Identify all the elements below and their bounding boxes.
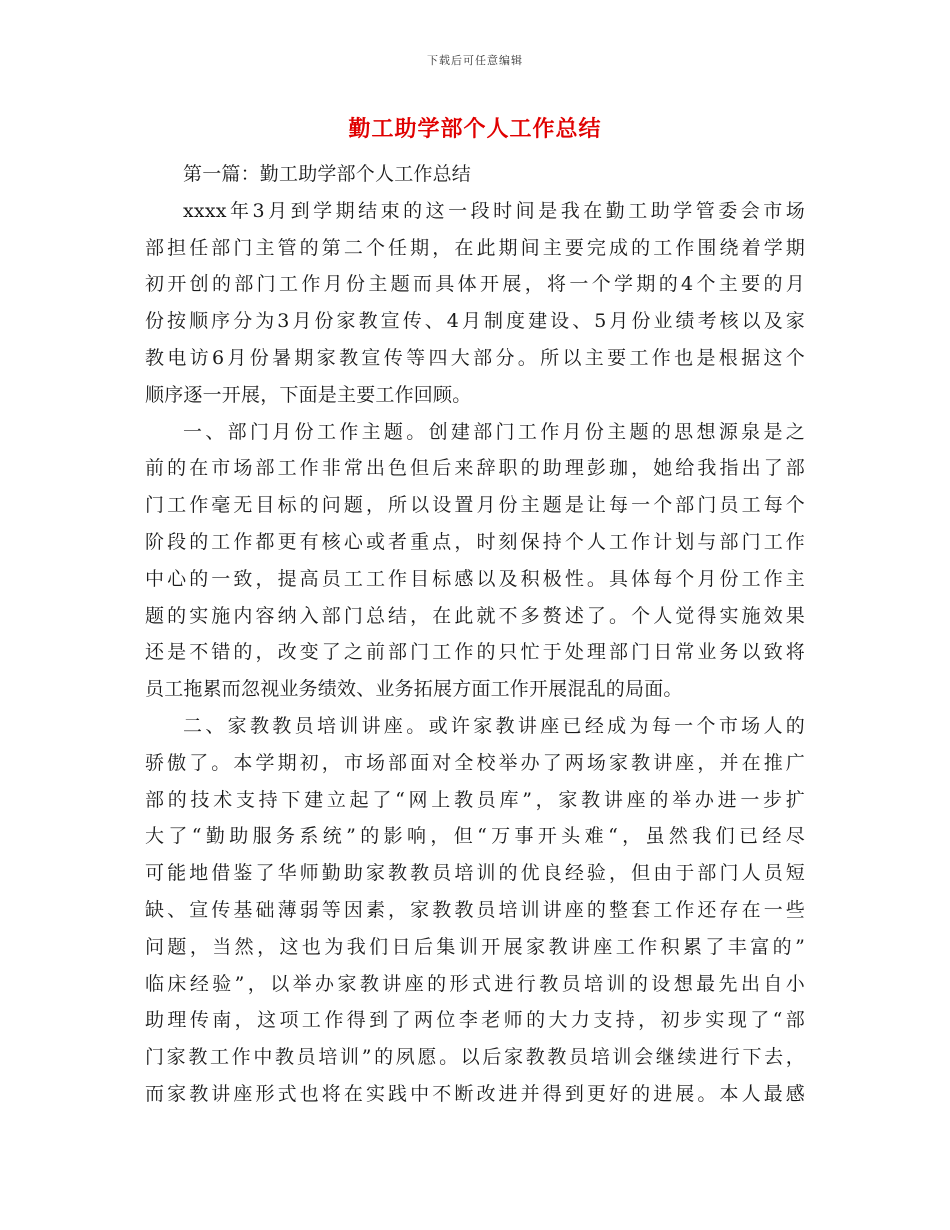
text-line: 可能地借鉴了华师勤助家教教员培训的优良经验，但由于部门人员短 bbox=[145, 862, 805, 885]
text-line: 大了“勤助服务系统”的影响，但“万事开头难“，虽然我们已经尽 bbox=[145, 825, 805, 848]
text-line: 缺、宣传基础薄弱等因素，家教教员培训讲座的整套工作还存在一些 bbox=[145, 898, 805, 921]
header-note: 下载后可任意编辑 bbox=[427, 54, 523, 67]
text-line: xxxx年3月到学期结束的这一段时间是我在勤工助学管委会市场 bbox=[183, 199, 805, 222]
paragraph bbox=[145, 414, 805, 708]
text-line: 员工拖累而忽视业务绩效、业务拓展方面工作开展混乱的局面。 bbox=[145, 678, 683, 701]
text-line: 临床经验”，以举办家教讲座的形式进行教员培训的设想最先出自小 bbox=[145, 972, 805, 995]
text-line: 部担任部门主管的第二个任期，在此期间主要完成的工作围绕着学期 bbox=[145, 236, 805, 259]
text-line: 还是不错的，改变了之前部门工作的只忙于处理部门日常业务以致将 bbox=[145, 641, 805, 664]
text-line: 二、家教教员培训讲座。或许家教讲座已经成为每一个市场人的 bbox=[183, 714, 805, 737]
text-line: 中心的一致，提高员工工作目标感以及积极性。具体每个月份工作主 bbox=[145, 567, 805, 590]
text-line: 而家教讲座形式也将在实践中不断改进并得到更好的进展。本人最感 bbox=[145, 1082, 805, 1105]
text-line: 助理传南，这项工作得到了两位李老师的大力支持，初步实现了“部 bbox=[145, 1009, 805, 1032]
text-line: 前的在市场部工作非常出色但后来辞职的助理彭珈，她给我指出了部 bbox=[145, 457, 805, 480]
text-line: 顺序逐一开展，下面是主要工作回顾。 bbox=[145, 383, 472, 406]
text-line: 门工作毫无目标的问题，所以设置月份主题是让每一个部门员工每个 bbox=[145, 494, 805, 517]
text-line: 第一篇：勤工助学部个人工作总结 bbox=[183, 163, 472, 185]
document-body bbox=[145, 156, 805, 1113]
text-line: 门家教工作中教员培训”的夙愿。以后家教教员培训会继续进行下去， bbox=[145, 1046, 805, 1069]
text-line: 教电访6月份暑期家教宣传等四大部分。所以主要工作也是根据这个 bbox=[145, 346, 805, 369]
text-line: 初开创的部门工作月份主题而具体开展，将一个学期的4个主要的月 bbox=[145, 273, 805, 296]
text-line: 骄傲了。本学期初，市场部面对全校举办了两场家教讲座，并在推广 bbox=[145, 751, 805, 774]
paragraph bbox=[145, 708, 805, 1113]
text-line: 份按顺序分为3月份家教宣传、4月制度建设、5月份业绩考核以及家 bbox=[145, 310, 805, 333]
text-line: 题的实施内容纳入部门总结，在此就不多赘述了。个人觉得实施效果 bbox=[145, 604, 805, 627]
text-line: 问题，当然，这也为我们日后集训开展家教讲座工作积累了丰富的” bbox=[145, 935, 805, 958]
text-line: 一、部门月份工作主题。创建部门工作月份主题的思想源泉是之 bbox=[183, 420, 805, 443]
document-title: 勤工助学部个人工作总结 bbox=[348, 116, 602, 142]
section-heading bbox=[145, 156, 805, 193]
paragraph bbox=[145, 193, 805, 414]
text-line: 部的技术支持下建立起了“网上教员库”，家教讲座的举办进一步扩 bbox=[145, 788, 805, 811]
text-line: 阶段的工作都更有核心或者重点，时刻保持个人工作计划与部门工作 bbox=[145, 530, 805, 553]
